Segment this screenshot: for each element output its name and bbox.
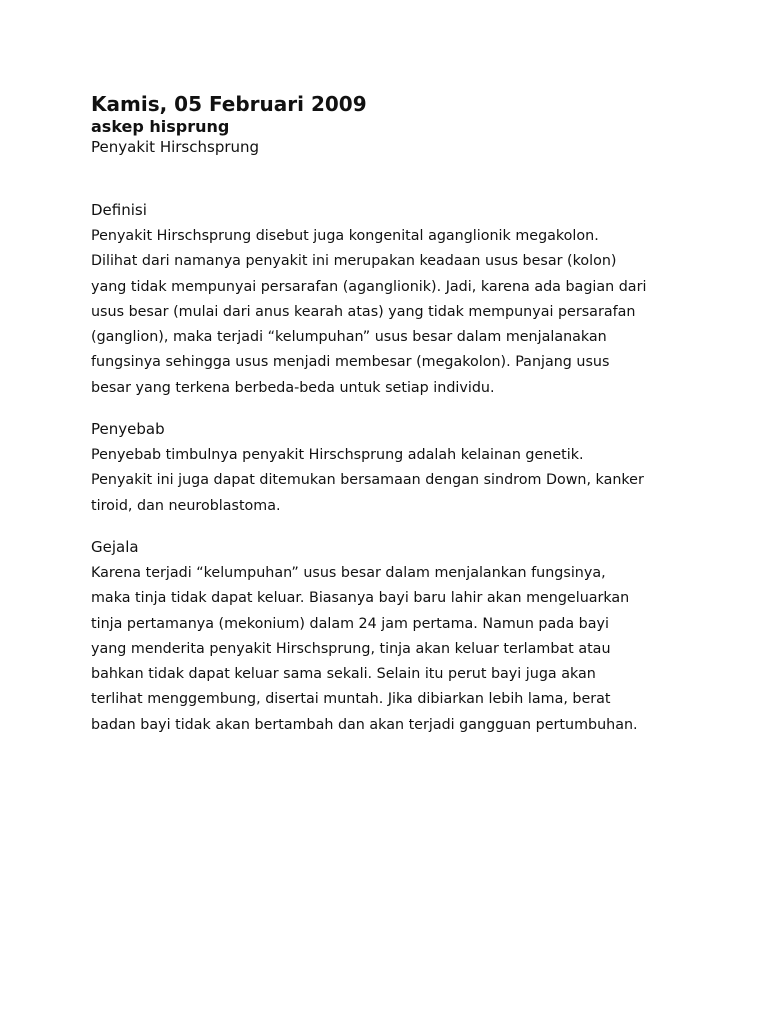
text-line: terlihat menggembung, disertai muntah. Jika dibiarkan lebih lama, berat — [91, 691, 611, 708]
text-line: tinja pertamanya (mekonium) dalam 24 jam pertama. Namun pada bayi — [91, 615, 609, 632]
text-line: tiroid, dan neuroblastoma. — [91, 497, 281, 514]
section-gejala — [91, 538, 691, 738]
post-date: Kamis, 05 Februari 2009 — [91, 92, 367, 116]
text-line: bahkan tidak dapat keluar sama sekali. Selain itu perut bayi juga akan — [91, 666, 596, 683]
section-heading: Gejala — [91, 537, 139, 556]
post-title: askep hisprung — [91, 117, 230, 136]
text-line: maka tinja tidak dapat keluar. Biasanya bayi baru lahir akan mengeluarkan — [91, 590, 630, 607]
text-line: yang menderita penyakit Hirschsprung, tinja akan keluar terlambat atau — [91, 640, 611, 657]
section-heading: Definisi — [91, 201, 147, 219]
post-subtitle: Penyakit Hirschsprung — [91, 138, 260, 156]
text-line: fungsinya sehingga usus menjadi membesar (megakolon). Panjang usus — [91, 354, 610, 371]
text-line: Dilihat dari namanya penyakit ini merupakan keadaan usus besar (kolon) — [91, 253, 617, 270]
text-line: badan bayi tidak akan bertambah dan akan terjadi gangguan pertumbuhan. — [91, 716, 638, 733]
text-line: Penyakit Hirschsprung disebut juga kongenital aganglionik megakolon. — [91, 228, 599, 244]
text-line: (ganglion), maka terjadi “kelumpuhan” usus besar dalam menjalanakan — [91, 329, 607, 346]
section-definisi — [91, 201, 691, 401]
section-penyebab — [91, 420, 691, 519]
section-heading: Penyebab — [91, 420, 165, 439]
text-line: Karena terjadi “kelumpuhan” usus besar dalam menjalankan fungsinya, — [91, 564, 606, 581]
document-page — [91, 92, 691, 738]
section-body — [91, 561, 691, 738]
text-line: usus besar (mulai dari anus kearah atas) yang tidak mempunyai persarafan — [91, 303, 636, 320]
section-body — [91, 224, 691, 401]
text-line: Penyakit ini juga dapat ditemukan bersamaan dengan sindrom Down, kanker — [91, 472, 644, 489]
text-line: Penyebab timbulnya penyakit Hirschsprung adalah kelainan genetik. — [91, 447, 584, 464]
text-line: yang tidak mempunyai persarafan (aganglionik). Jadi, karena ada bagian dari — [91, 278, 647, 295]
text-line: besar yang terkena berbeda-beda untuk setiap individu. — [91, 379, 495, 396]
section-body — [91, 443, 691, 519]
